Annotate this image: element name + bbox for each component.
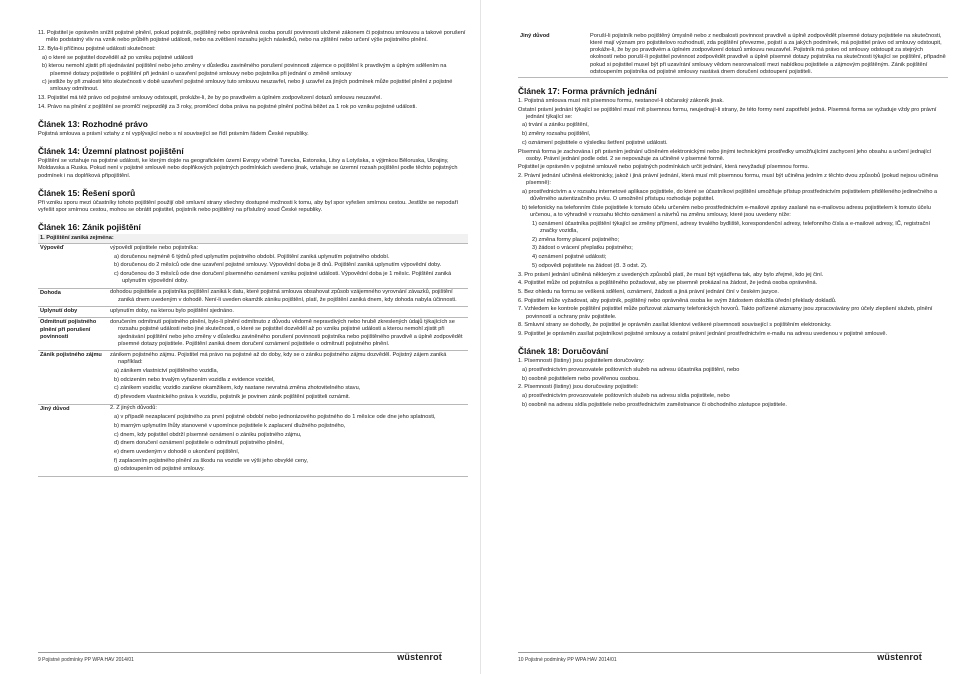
paragraph: b) telefonicky na telefonním čísle pojistitele k tomuto účelu určeném nebo prostřednictvím e-mailové zprávy zaslané na e-mailovou adresu pojistitelem k tomuto účelu určenou, a to výhradně v rozsahu těchto oznámení a návrhů na změnu smlouvy, které jsou uvedeny níže: [522, 204, 931, 219]
paragraph: 5. Bez ohledu na formu se veškerá sdělení, oznámení, žádosti a jiná právní jednání činí v českém jazyce. [518, 288, 779, 295]
row-key: Jiný důvod [38, 404, 108, 476]
row-line: f) zaplacením pojistného plnění za škodu na vozidle ve výši jeho obvyklé ceny, [114, 457, 308, 464]
paragraph: 8. Smluvní strany se dohodly, že pojistitel je oprávněn zasílat klientovi veškeré písemnosti související s pojištěním elektronicky. [518, 322, 832, 329]
termination-table [38, 234, 468, 477]
paragraph: 7. Vzhledem ke kontrole pojištění pojistitel může pořizovat záznamy telefonických hovorů. Takto pořízené záznamy jsou zpracovávány pro účely zlepšení služeb, plnění povinností a ochrany práv pojistitele. [518, 306, 933, 320]
row-line: zánikem pojistného zájmu. Pojistitel má právo na pojistné až do doby, kdy se o zániku pojistného zájmu dozvěděl. Pojistný zájem zaniká například: [110, 352, 447, 366]
left-page-content [38, 30, 468, 477]
paragraph: 6. Pojistitel může vyžadovat, aby pojistník, pojištěný nebo oprávněná osoba ke svým žádostem doložila úřední překlady dokladů. [518, 297, 837, 304]
right-footer-text: 10 Pojistné podmínky PP WPA HAV 2014/01 [518, 657, 617, 663]
section-heading: Článek 18: Doručování [518, 346, 609, 357]
row-line: 2. Z jiných důvodů: [110, 405, 157, 412]
paragraph: 5) odpovědi pojistitele na žádost (čl. 3 odst. 2). [532, 262, 648, 269]
right-footer [518, 652, 922, 664]
brand-logo: wüstenrot [397, 652, 442, 662]
paragraph: 1. Pojistná smlouva musí mít písemnou formu, nestanoví-li občanský zákoník jinak. [518, 97, 724, 104]
paragraph: a) prostřednictvím provozovatele poštovních služeb na adresu sídla pojistitele, nebo [522, 393, 730, 400]
row-key: Odmítnutí pojistného plnění při porušení povinnosti [38, 318, 108, 351]
paragraph: 4) oznámení pojistné události; [532, 254, 607, 261]
row-key: Uplynutí doby [38, 307, 108, 318]
row-line: a) doručenou nejméně 6 týdnů před uplynutím pojistného období. Pojištění zaniká uplynutím pojistného období. [114, 253, 390, 260]
row-line: g) odstoupením od pojistné smlouvy. [114, 466, 205, 473]
row-key: Zánik pojistného zájmu [38, 351, 108, 404]
paragraph: a) prostřednictvím a v rozsahu internetové aplikace pojistitele, do které se účastníkovi pojištění umožňuje přístup prostřednictvím pojistitelem přiděleného jedinečného a důvěrného autentizačního prvku. O umožnění přístupu rozhoduje pojistitel. [522, 189, 938, 203]
row-line: b) odcizením nebo trvalým vyřazením vozidla z evidence vozidel, [114, 376, 275, 383]
row-line: výpovědí pojistitele nebo pojistníka: [110, 244, 199, 251]
paragraph: 14. Právo na plnění z pojištění se promlčí nejpozději za 3 roky, promlčecí doba práva na pojistné plnění počíná běžet za 1 rok po vzniku pojistné události. [38, 103, 417, 110]
right-page [480, 0, 960, 674]
row-line: c) dnem, kdy pojistitel obdrží písemné oznámení o zániku pojistného zájmu, [114, 431, 302, 438]
paragraph: a) trvání a zániku pojištění, [522, 122, 589, 129]
paragraph: 4. Pojistitel může od pojistníka a pojištěného požadovat, aby se písemně prokázal na žádost, že jedná osoba oprávněná. [518, 280, 818, 287]
row-key: Dohoda [38, 288, 108, 307]
paragraph: Pojistitel je oprávněn v pojistné smlouvě nebo pojistných podmínkách určit jednání, která nevyžadují písemnou formu. [518, 164, 810, 171]
row-value [108, 244, 468, 289]
row-value [108, 351, 468, 404]
table-row [38, 404, 468, 476]
table-row [518, 32, 948, 77]
row-key: Výpověď [38, 244, 108, 289]
right-page-content [518, 30, 948, 410]
table-row [38, 288, 468, 307]
row-value: Poruší-li pojistník nebo pojištěný úmyslně nebo z nedbalosti povinnost pravdivě a úplně zodpovědět písemné dotazy pojistitele na skutečnosti, které mají význam pro pojistitelovo rozhodnutí, zda pojištění převezme, pojistí a za jakých podmínek, má pojistitel právo od smlouvy odstoupit, prokáže-li, že by po pravdivém a úplném zodpovězení dotazů smlouvu neuzavřel. Pojistník má právo od smlouvy odstoupit za stejných okolností nebo poruší-li pojistitel povinnost zodpovědět pravdivě a úplně písemné dotazy pojistníka na skutečnosti týkající se pojištění, případně pokud si pojistitel musel být při uzavírání smlouvy vědom nesrovnalostí mezi nabídkou pojistitele a zájmovým pojištěným. Zánik pojištění odstoupením pojistníka od pojistné smlouvy nastává dnem doručení odstoupení pojistiteli. [588, 32, 948, 77]
table-header-row [38, 234, 468, 243]
section-heading: Článek 13: Rozhodné právo [38, 119, 148, 130]
paragraph: 1. Písemnosti (listiny) jsou pojistitelem doručovány: [518, 358, 645, 365]
section-heading: Článek 17: Forma právních jednání [518, 85, 657, 96]
row-line: e) dnem uvedeným v dohodě o ukončení pojištění, [114, 448, 240, 455]
paragraph: Pojistná smlouva a právní vztahy z ní vyplývající nebo s ní související se řídí právním řádem České republiky. [38, 131, 309, 138]
row-line: d) dnem doručení oznámení pojistitele o odmítnutí pojistného plnění, [114, 440, 284, 447]
table-header: 1. Pojištění zaniká zejména: [38, 234, 468, 243]
paragraph: a) o které se pojistitel dozvěděl až po vzniku pojistné události [42, 54, 194, 61]
paragraph: Pojištění se vztahuje na pojistné události, ke kterým dojde na geografickém území Evropy včetně Turecka, Estonska, Litvy a Lotyšska, s výjimkou Běloruska, Ukrajiny, Moldavska a Ruska. Pokud není v pojistné smlouvě nebo doplňkových pojistných podmínkách uvedeno jinak, vztahuje se územní rozsah pojištění podle těchto pojistných podmínek i na doplňková připojištění. [38, 158, 458, 179]
section-heading: Článek 15: Řešení sporů [38, 187, 136, 198]
row-value [108, 318, 468, 351]
left-footer [38, 652, 442, 664]
row-value [108, 288, 468, 307]
row-line: d) převodem vlastnického práva k vozidlu, pojistník je povinen zánik pojištění pojistiteli oznámit. [114, 394, 350, 401]
paragraph: Ostatní právní jednání týkající se pojištění musí mít písemnou formu, neujednají-li strany, že této formy není zapotřebí jedná. Písemná forma se vyžaduje vždy pro právní jednání týkající se: [518, 106, 937, 120]
paragraph: b) změny rozsahu pojištění, [522, 131, 591, 138]
row-key: Jiný důvod [518, 32, 588, 77]
paragraph: b) osobně na adresu sídla pojistitele nebo prostřednictvím zaměstnance či obchodního zástupce pojistitele. [522, 401, 787, 408]
paragraph: 1) oznámení účastníka pojištění týkající se změny příjmení, adresy trvalého bydliště, korespondenční adresy, telefonního čísla a e-mailové adresy, IČ, registrační značky vozidla, [532, 220, 931, 235]
paragraph: c) jestliže by při znalosti této skutečnosti v době uzavření pojistné smlouvy tuto smlouvu neuzavřel, nebo ji uzavřel za jiných podmínek může pojistitel plnění z pojistné smlouvy odmítnout. [42, 79, 453, 93]
paragraph: Při vzniku sporu mezi účastníky tohoto pojištění použijí obě smluvní strany všechny dostupné možnosti k tomu, aby byl spor vyřešen smírnou cestou. Jestliže se nepodaří vyřešit spor smírnou cestou, mohou se obrátit pojistitel, pojistník nebo pojištěný na příslušný soud České republiky. [38, 199, 459, 214]
left-footer-text: 9 Pojistné podmínky PP WPA HAV 2014/01 [38, 657, 134, 663]
table-row [38, 351, 468, 404]
paragraph: 3. Pro právní jednání učiněná některým z uvedených způsobů platí, že musí být vyjádřena tak, aby bylo zřejmé, kdo jej činí. [518, 271, 824, 278]
paragraph: Písemná forma je zachována i při právním jednání učiněném elektronickými nebo jinými technickými prostředky umožňujícími zachycení jeho obsahu a určení jednající osoby. Právní jednání podle odst. 2 se nepovažuje za učiněné v písemné formě. [518, 148, 932, 162]
table-row [38, 244, 468, 289]
table-row [38, 307, 468, 318]
row-line: uplynutím doby, na kterou bylo pojištění sjednáno. [110, 307, 234, 314]
row-value [108, 404, 468, 476]
paragraph: b) osobně pojistitelem nebo pověřenou osobou. [522, 375, 640, 382]
paragraph: c) oznámení pojistitele o výsledku šetření pojistné události. [522, 139, 668, 146]
row-line: b) marným uplynutím lhůty stanovené v upomínce pojistitele k zaplacení dlužného pojistného, [114, 422, 346, 429]
row-line: c) zánikem vozidla; vozidlo zanikne okamžikem, kdy nastane nevratná změna zhotovitelného stavu, [114, 385, 361, 392]
row-line: a) zánikem vlastnictví pojištěného vozidla, [114, 368, 219, 375]
row-line: b) doručenou do 2 měsíců ode dne uzavření pojistné smlouvy. Výpovědní doba je 8 dnů. Pojištění zaniká uplynutím výpovědní doby. [114, 262, 442, 269]
paragraph: b) kterou nemohl zjistit při sjednávání pojištění nebo jeho změny v důsledku zaviněného porušení povinnosti zájemce o pojištění k pravdivým a úplným sdělením na písemné dotazy pojistitele o pojištění při jednání o uzavření pojistné smlouvy nebo pojistníka při jednání o změně smlouvy [42, 63, 447, 77]
paragraph: 2. Právní jednání učiněná elektronicky, jakož i jiná právní jednání, která musí mít písemnou formu, musí být učiněna jedním z těchto dvou způsobů (pokud nejsou učiněna písemně): [518, 173, 938, 187]
paragraph: 11. Pojistitel je oprávněn snížit pojistné plnění, pokud pojistník, pojištěný nebo oprávněná osoba poruší povinnosti uložené zákonem či pojistnou smlouvou a takové porušení mělo podstatný vliv na vznik nebo průběh pojistné události, nebo na zvětšení rozsahu jejích následků, nebo na zjištění nebo určení výše pojistného plnění. [38, 30, 466, 44]
termination-table-continued [518, 32, 948, 78]
paragraph: 3) žádost o vrácení přeplatku pojistného; [532, 245, 633, 252]
paragraph: 9. Pojistitel je oprávněn zasílat pojistníkovi pojistné smlouvy a ostatní právní jednání prostřednictvím e-mailu na adresu uvedenou v pojistné smlouvě. [518, 331, 888, 337]
table-row [38, 318, 468, 351]
paragraph: 13. Pojistitel má též právo od pojistné smlouvy odstoupit, prokáže-li, že by po pravdivém a úplném zodpovězení dotazů smlouvu neuzavřel. [38, 95, 382, 102]
paragraph: 2. Písemnosti (listiny) jsou doručovány pojistiteli: [518, 384, 639, 391]
paragraph: a) prostřednictvím provozovatele poštovních služeb na adresu účastníka pojištění, nebo [522, 366, 740, 373]
row-line: dohodou pojistitele a pojistníka pojištění zaniká k datu, které pojistná smlouva obsahovat způsob vzájemného vyrovnání závazků, pojištění zaniká dnem uvedeným v dohodě. Není-li uveden okamžik zániku pojištění, platí, že pojištění zaniká dnem, kdy dohoda nabyla účinnosti. [110, 289, 457, 303]
row-line: c) doručenou do 3 měsíců ode dne doručení písemného oznámení vzniku pojistné události. Výpovědní doba je 1 měsíc. Pojištění zaniká uplynutím výpovědní doby. [114, 270, 452, 285]
brand-logo: wüstenrot [877, 652, 922, 662]
section-heading: Článek 14: Územní platnost pojištění [38, 146, 184, 157]
row-line: doručením odmítnutí pojistného plnění, bylo-li plnění odmítnuto z důvodu vědomě nepravdivých nebo hrubě zkreslených údajů týkajících se rozsahu pojistné události nebo jiné skutečnosti, o které se pojistitel dozvěděl až po vzniku pojistné události a kterou nemohl zjistit při sjednávání pojištění nebo jeho změny v důsledku zaviněného porušení povinnosti pojistníka nebo pojištěného pravdivě a úplně zodpovědět písemné dotazy pojistitele. Pojištění zaniká dnem doručení oznámení pojistitele o odmítnutí pojistného plnění. [110, 319, 463, 347]
row-line: a) v případě nezaplacení pojistného za první pojistné období nebo jednorázového pojistného do 1 měsíce ode dne jeho splatnosti, [114, 414, 436, 421]
paragraph: 12. Byla-li příčinou pojistné události skutečnost: [38, 45, 156, 52]
row-value [108, 307, 468, 318]
section-heading: Článek 16: Zánik pojištění [38, 222, 141, 233]
paragraph: 2) změna formy placení pojistného; [532, 236, 620, 243]
